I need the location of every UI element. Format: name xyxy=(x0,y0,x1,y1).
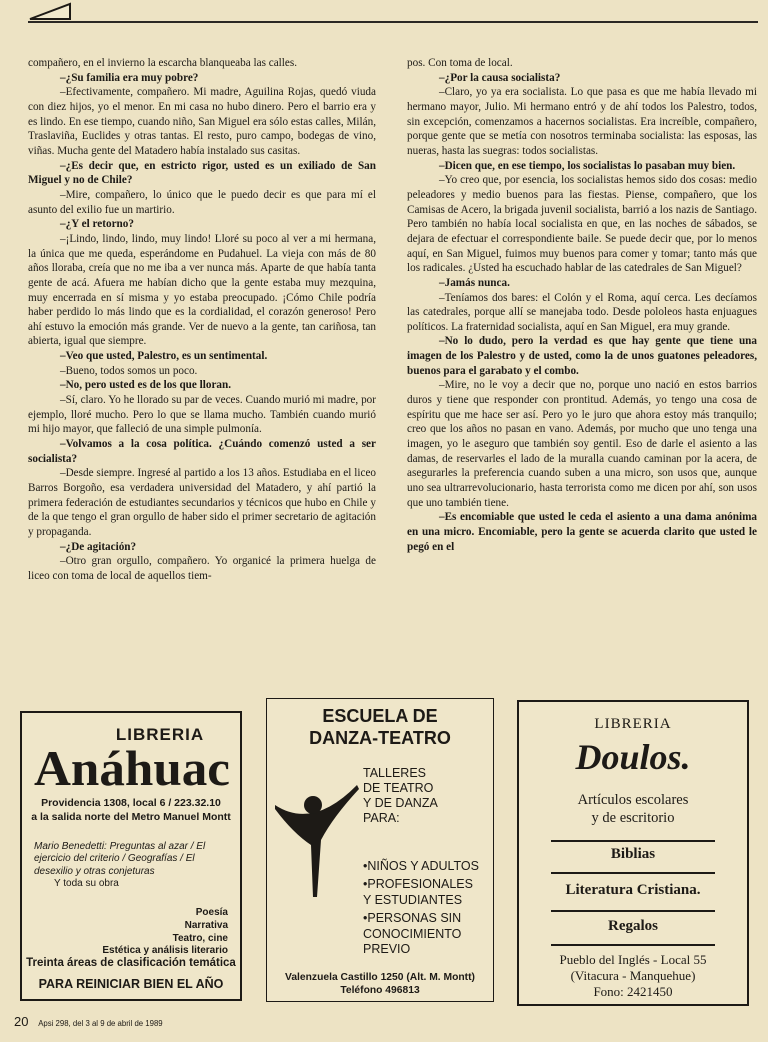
article-paragraph: –Desde siempre. Ingresé al partido a los 13 años. Estudiaba en el liceo Barros Borgoño, esa verdadera universidad del Matadero, y ahí partió la primera federación de estudiantes secundarios y técnicos que hubo en Chile y de la que tengo el gran orgullo de haber sido el primer secretario de agitación y propaganda. xyxy=(28,467,376,538)
article-paragraph: –Bueno, todos somos un poco. xyxy=(60,364,198,377)
interview-question: –¿Y el retorno? xyxy=(60,218,134,231)
article-column-right xyxy=(407,56,757,554)
interview-question: –Es encomiable que usted le ceda el asiento a una dama anónima en una micro. Encomiable, pero la gente se acuerda clarito que usted le pegó en el xyxy=(407,511,757,553)
anahuac-books xyxy=(34,841,229,891)
ad-libreria-doulos xyxy=(517,700,749,1006)
page-number: 20 xyxy=(14,1014,29,1029)
ad-libreria-anahuac xyxy=(20,711,242,1001)
doulos-divider xyxy=(551,872,715,874)
doulos-libreria: LIBRERIA xyxy=(594,716,672,732)
danza-address xyxy=(267,971,493,997)
corner-triangle-ornament xyxy=(28,2,72,20)
doulos-phone: Fono: 2421450 xyxy=(593,984,673,999)
logo-libreria-text: LIBRERIA xyxy=(115,725,205,744)
danza-title-line1: ESCUELA DE xyxy=(322,706,438,726)
article-paragraph: compañero, en el invierno la escarcha blanqueaba las calles. xyxy=(28,57,297,69)
doulos-regalos: Regalos xyxy=(608,918,658,934)
article-paragraph: –Claro, yo ya era socialista. Lo que pasa es que me había llevado mi hermano mayor, Julio. Mi hermano entró y de ahí todos los Palestro, todos, sin excepción, comenzamos a hacernos socialistas. Era increíble, compañero, porque gente que se metía con nosotros terminaba socialista: las esposas, las nueras, hasta las suegras: todos socialistas. xyxy=(407,86,757,157)
article-paragraph: –Mire, no le voy a decir que no, porque uno nació en estos barrios duros y tiene que responder con prontitud. Además, yo tengo una cosa de espíritu que me hace ser así. Pero yo le juro que ahora estoy más tranquilo; creo que los años no pasan en vano. Además, por mucho que uno tenga una imagen, yo le aseguro que también soy gentil. Eso de darle el asiento a las damas, de reservarles el lado de la muralla cuando caminan por la acera, de asegurarles la preferencia cuando suben a una micro, son usos que, aunque uno sea ultrarrevolucionario, hasta terrorista como me dicen por ahí, son usos que uno también tiene. xyxy=(407,379,757,509)
doulos-divider xyxy=(551,910,715,912)
anahuac-logo xyxy=(32,723,232,791)
interview-question: –Volvamos a la cosa política. ¿Cuándo comenzó usted a ser socialista? xyxy=(28,438,376,465)
doulos-address-1: Pueblo del Inglés - Local 55 xyxy=(559,952,707,967)
interview-question: –Jamás nunca. xyxy=(439,276,510,289)
doulos-logo: Doulos. xyxy=(575,737,691,777)
interview-question: –No lo dudo, pero la verdad es que hay gente que tiene una imagen de los Palestro y de usted, como la de unos guatones peleadores, buenos para el garabato y el combo. xyxy=(407,335,757,377)
anahuac-genres xyxy=(102,907,228,958)
talleres-line: TALLERES xyxy=(363,766,426,780)
dancer-figure-icon xyxy=(273,785,363,900)
interview-question: –¿Por la causa socialista? xyxy=(439,71,561,84)
interview-question: –¿Es decir que, en estricto rigor, usted es un exiliado de San Miguel y no de Chile? xyxy=(28,159,376,187)
doulos-literatura: Literatura Cristiana. xyxy=(565,882,701,898)
article-paragraph: –Sí, claro. Yo he llorado su par de veces. Cuando murió mi madre, por ejemplo, lloré mucho. Pero lo que se llama mucho. También cuando murió mi hijo mayor, que falleció de una simple pulmonía. xyxy=(28,394,376,436)
interview-question: –¿De agitación? xyxy=(60,540,137,553)
article-paragraph: –¡Lindo, lindo, lindo, muy lindo! Lloré su poco al ver a mi hermana, la única que me queda, esperándome en Pudahuel. La vieja con más de 80 años lloraba, creía que no me iba a ver nunca más. Aparte de que había tanta gente de acá. Afuera me habían dicho que la gente estaba muy mezquina, muy encerrada en sí misma y yo estaba preocupado. ¡Cómo Chile podría haber perdido lo más lindo que es la cordialidad, el corazón generoso! Pero ahí estuvo la emoción más grande. Ver de nuevo a la gente, tan cariñosa, tan abierta, igual que siempre. xyxy=(28,232,376,348)
audience-item: •PROFESIONALES Y ESTUDIANTES xyxy=(363,877,473,907)
audience-item: •NIÑOS Y ADULTOS xyxy=(363,859,479,873)
interview-question: –Veo que usted, Palestro, es un sentimental. xyxy=(60,350,268,363)
issue-info: Apsi 298, del 3 al 9 de abril de 1989 xyxy=(38,1019,163,1028)
genre-item: Teatro, cine xyxy=(172,932,228,944)
logo-anahuac-text: Anáhuac xyxy=(34,740,230,791)
interview-question: –¿Su familia era muy pobre? xyxy=(60,71,199,84)
interview-question: –Dicen que, en ese tiempo, los socialistas lo pasaban muy bien. xyxy=(439,159,736,172)
doulos-divider xyxy=(551,944,715,946)
books-list: Mario Benedetti: Preguntas al azar / El ejercicio del criterio / Geografías / El desexilio y otras conjeturas xyxy=(34,841,206,877)
danza-title-line2: DANZA-TEATRO xyxy=(309,728,451,748)
doulos-desc-1: Artículos escolares xyxy=(577,792,689,808)
interview-question: –No, pero usted es de los que lloran. xyxy=(60,379,232,392)
audience-item: •PERSONAS SIN CONOCIMIENTO PREVIO xyxy=(363,911,462,957)
doulos-address-2: (Vitacura - Manquehue) xyxy=(570,968,696,983)
genre-item: Estética y análisis literario xyxy=(102,945,228,957)
article-column-left xyxy=(28,56,376,584)
doulos-biblias: Biblias xyxy=(610,846,656,862)
genre-item: Narrativa xyxy=(184,919,228,931)
talleres-line: Y DE DANZA xyxy=(363,796,438,810)
genre-item: Poesía xyxy=(195,907,228,918)
danza-talleres xyxy=(363,766,438,826)
doulos-desc-2: y de escritorio xyxy=(591,810,675,826)
page-footer xyxy=(14,1014,163,1029)
anahuac-slogan-1: Treinta áreas de clasificación temática xyxy=(26,957,236,969)
danza-street: Valenzuela Castillo 1250 (Alt. M. Montt) xyxy=(285,972,475,983)
talleres-line: DE TEATRO xyxy=(363,781,434,795)
article-paragraph: –Yo creo que, por esencia, los socialistas hemos sido dos cosas: medio peleadores y medio buenos para las fiestas. Piense, compañero, que los Camisas de Acero, la brigada juvenil socialista, barrió a los nazis de Santiago. Pero también no había local socialista en que, en las noches de sábados, se dejara de efectuar el correspondiente baile. Se puede decir que, por lo menos aquí, en San Miguel, fuimos muy buenos para comer y tomar; tanto más que los radicales. ¿Usted ha escuchado hablar de las catedrales de San Miguel? xyxy=(407,174,757,275)
anahuac-slogan-2: PARA REINICIAR BIEN EL AÑO xyxy=(38,977,224,991)
doulos-divider xyxy=(551,840,715,842)
danza-audience-list xyxy=(363,859,483,960)
article-paragraph: –Mire, compañero, lo único que le puedo decir es que para mí el asunto del exilio fue un martirio. xyxy=(28,188,376,216)
danza-title xyxy=(267,705,493,749)
article-paragraph: –Efectivamente, compañero. Mi madre, Aguilina Rojas, quedó viuda con diez hijos, yo el menor. En mi casa no hubo dinero. Pero el barrio era y es lindo. En ese tiempo, cuando niño, San Miguel era sólo estas calles, Milán, Traslaviña, Euclides y otras tantas. El resto, puro campo, bodegas de vino, viñas. Mucha gente del Matadero había instalado sus casitas. xyxy=(28,86,376,157)
article-paragraph: pos. Con toma de local. xyxy=(407,57,513,69)
article-paragraph: –Teníamos dos bares: el Colón y el Roma, aquí cerca. Les decíamos las catedrales, porque allí se manejaba todo. Desde pololeos hasta enjuagues políticos. La fraternidad socialista, aquí en San Miguel, era muy grande. xyxy=(407,291,757,333)
ad-escuela-danza-teatro xyxy=(266,698,494,1002)
books-tail: Y toda su obra xyxy=(54,878,119,890)
anahuac-metro: a la salida norte del Metro Manuel Montt xyxy=(31,811,231,823)
article-paragraph: –Otro gran orgullo, compañero. Yo organicé la primera huelga de liceo con toma de local de aquellos tiem- xyxy=(28,555,376,582)
header-rule xyxy=(28,21,758,23)
talleres-line: PARA: xyxy=(363,811,400,825)
danza-phone: Teléfono 496813 xyxy=(340,985,420,996)
anahuac-address: Providencia 1308, local 6 / 223.32.10 xyxy=(41,797,221,809)
